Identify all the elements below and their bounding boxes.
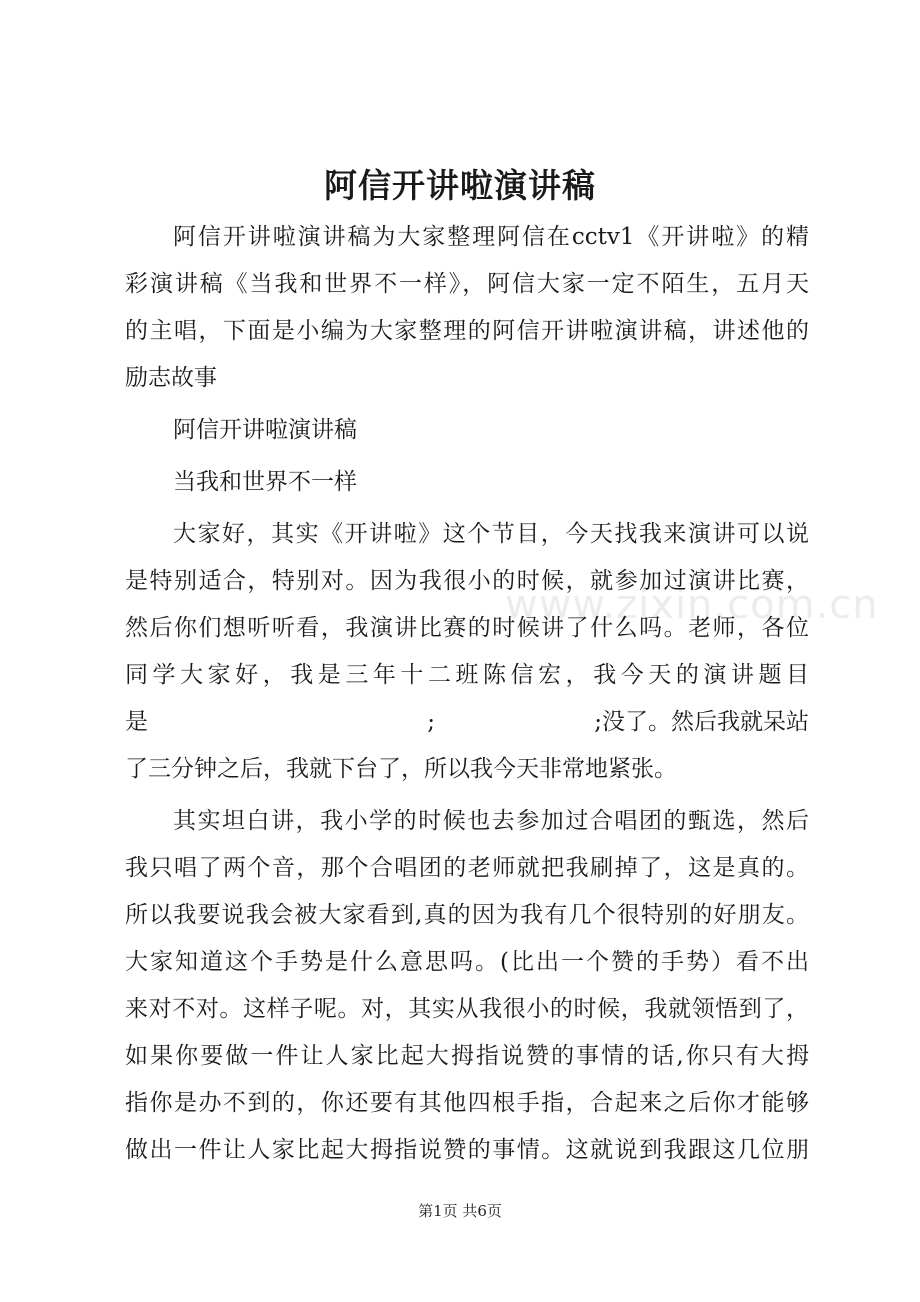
paragraph-line: 大家好，其实《开讲啦》这个节目，今天找我来演讲可以说 <box>173 521 809 547</box>
paragraph-line: 同学大家好，我是三年十二班陈信宏，我今天的演讲题目 <box>125 662 809 688</box>
document-body <box>125 214 879 1174</box>
section-subheading: 当我和世界不一样 <box>173 469 357 495</box>
watermark: www.zixin.com.cn <box>505 582 879 628</box>
speech-paragraph <box>125 511 879 793</box>
paragraph-line-with-blanks <box>125 699 809 746</box>
paragraph-line: 了三分钟之后，我就下台了，所以我今天非常地紧张。 <box>125 756 677 782</box>
line-fragment: ; <box>427 709 435 735</box>
line-fragment: ;没了。然后我就呆站 <box>594 709 809 735</box>
paragraph-line: 是特别适合，特别对。因为我很小的时候，就参加过演讲比赛， <box>125 568 809 594</box>
paragraph-line: 阿信开讲啦演讲稿为大家整理阿信在cctv1《开讲啦》的精 <box>173 224 809 250</box>
line-fragment: 是 <box>125 709 148 735</box>
paragraph-line: 其实坦白讲，我小学的时候也去参加过合唱团的甄选，然后 <box>173 808 809 834</box>
paragraph-line: 然后你们想听听看，我演讲比赛的时候讲了什么吗。老师，各位 <box>125 615 809 641</box>
paragraph-line: 的主唱，下面是小编为大家整理的阿信开讲啦演讲稿，讲述他的 <box>125 318 809 344</box>
paragraph-line: 指你是办不到的，你还要有其他四根手指，合起来之后你才能够 <box>125 1090 809 1116</box>
intro-paragraph <box>125 214 809 402</box>
speech-paragraph <box>125 798 809 1174</box>
paragraph-line: 所以我要说我会被大家看到,真的因为我有几个很特别的好朋友。 <box>125 902 809 928</box>
section-heading: 阿信开讲啦演讲稿 <box>173 417 357 443</box>
paragraph-line: 做出一件让人家比起大拇指说赞的事情。这就说到我跟这几位朋 <box>125 1137 809 1163</box>
document-title: 阿信开讲啦演讲稿 <box>324 166 596 205</box>
page-footer: 第1页 共6页 <box>418 1202 502 1220</box>
paragraph-line: 励志故事 <box>125 365 217 391</box>
paragraph-line: 大家知道这个手势是什么意思吗。(比出一个赞的手势）看不出 <box>125 949 809 975</box>
paragraph-line: 如果你要做一件让人家比起大拇指说赞的事情的话,你只有大拇 <box>125 1043 809 1069</box>
paragraph-line: 我只唱了两个音，那个合唱团的老师就把我刷掉了，这是真的。 <box>125 855 809 881</box>
paragraph-line: 来对不对。这样子呢。对，其实从我很小的时候，我就领悟到了， <box>125 996 809 1022</box>
paragraph-line: 彩演讲稿《当我和世界不一样》，阿信大家一定不陌生，五月天 <box>125 271 809 297</box>
